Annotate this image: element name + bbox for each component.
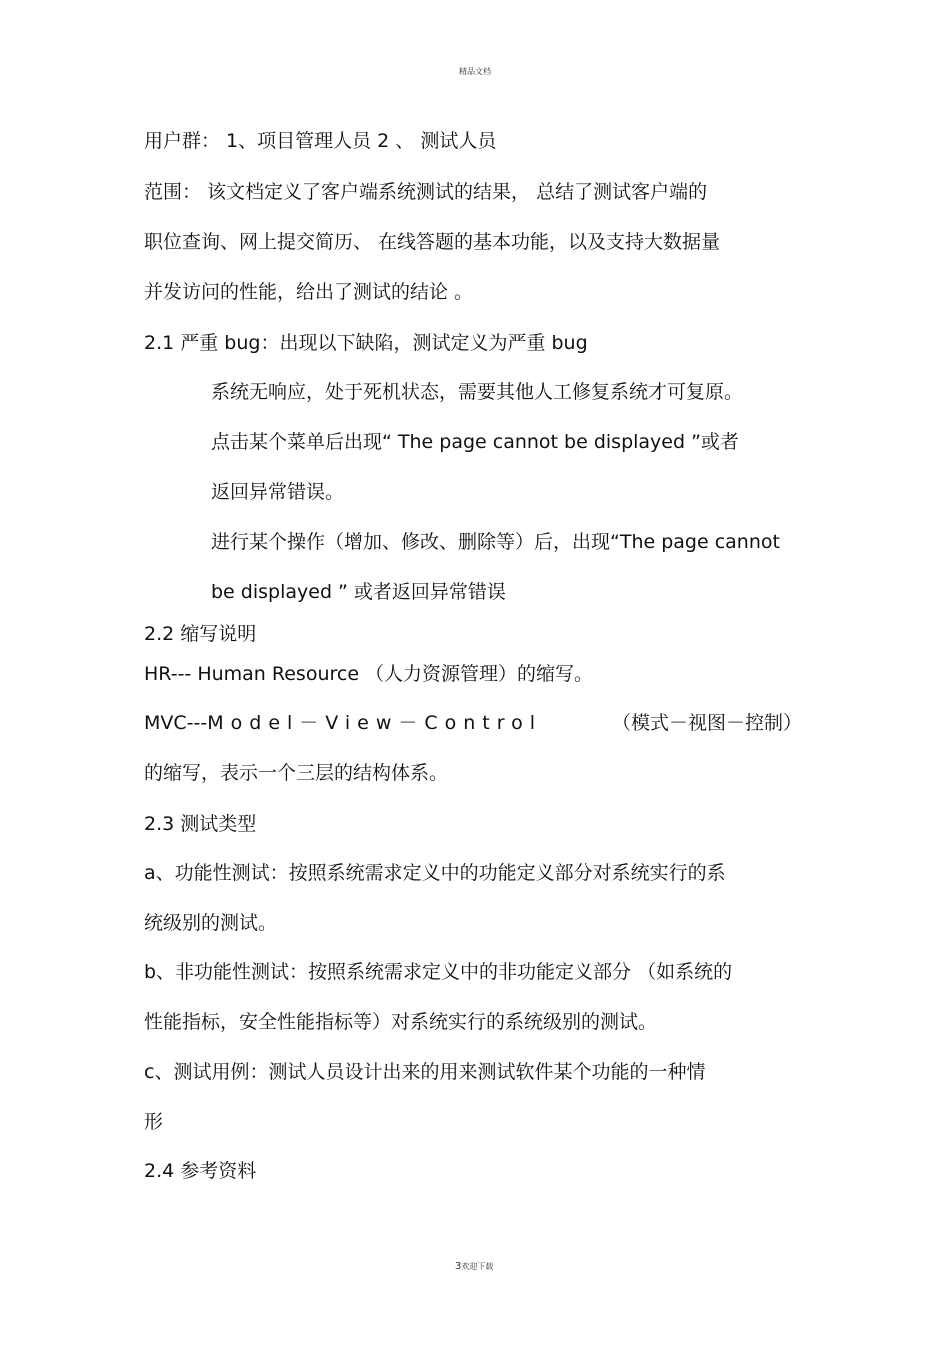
bug-item-1: 系统无响应，处于死机状态，需要其他人工修复系统才可复原。 [211,381,744,403]
abbr-mvc-line-2: 的缩写，表示一个三层的结构体系。 [144,762,449,784]
type-b-line-2: 性能指标，安全性能指标等）对系统实行的系统级别的测试。 [144,1011,658,1033]
abbr-mvc-prefix: MVC--- [144,712,208,734]
bug-item-2-line-2: 返回异常错误。 [211,481,345,503]
bug-item-3-line-1: 进行某个操作（增加、修改、删除等）后，出现“The page cannot [211,531,780,553]
section-2-2-heading: 2.2 缩写说明 [144,623,257,645]
scope-line-2: 职位查询、网上提交简历、 在线答题的基本功能，以及支持大数据量 [144,231,721,253]
page-header: 精品文档 [459,67,491,76]
section-2-3-heading: 2.3 测试类型 [144,813,257,835]
abbr-mvc-meaning: （模式－视图－控制） [612,712,803,734]
abbr-mvc-line-1 [144,711,542,735]
type-a-line-2: 统级别的测试。 [144,912,278,934]
type-b-line-1: b、非功能性测试：按照系统需求定义中的非功能定义部分 （如系统的 [144,961,733,983]
type-c-line-1: c、测试用例：测试人员设计出来的用来测试软件某个功能的一种情 [144,1061,706,1083]
page-footer [455,1262,493,1272]
section-2-4-heading: 2.4 参考资料 [144,1160,257,1182]
section-2-1-heading: 2.1 严重 bug：出现以下缺陷，测试定义为严重 bug [144,332,588,354]
bug-item-2-line-1: 点击某个菜单后出现“ The page cannot be displayed ”或者 [211,431,739,453]
page-number: 3 [455,1261,462,1272]
type-c-line-2: 形 [144,1111,164,1133]
abbr-hr: HR--- Human Resource （人力资源管理）的缩写。 [144,663,594,685]
footer-text: 欢迎下载 [461,1262,494,1271]
scope-line-3: 并发访问的性能，给出了测试的结论 。 [144,281,474,303]
scope-line-1: 范围： 该文档定义了客户端系统测试的结果， 总结了测试客户端的 [144,181,708,203]
user-group-line: 用户群： 1、项目管理人员 2 、 测试人员 [144,130,497,152]
type-a-line-1: a、功能性测试：按照系统需求定义中的功能定义部分对系统实行的系 [144,862,726,884]
abbr-mvc-term: Model－View－Control [207,712,543,734]
bug-item-3-line-2: be displayed ” 或者返回异常错误 [211,581,506,603]
